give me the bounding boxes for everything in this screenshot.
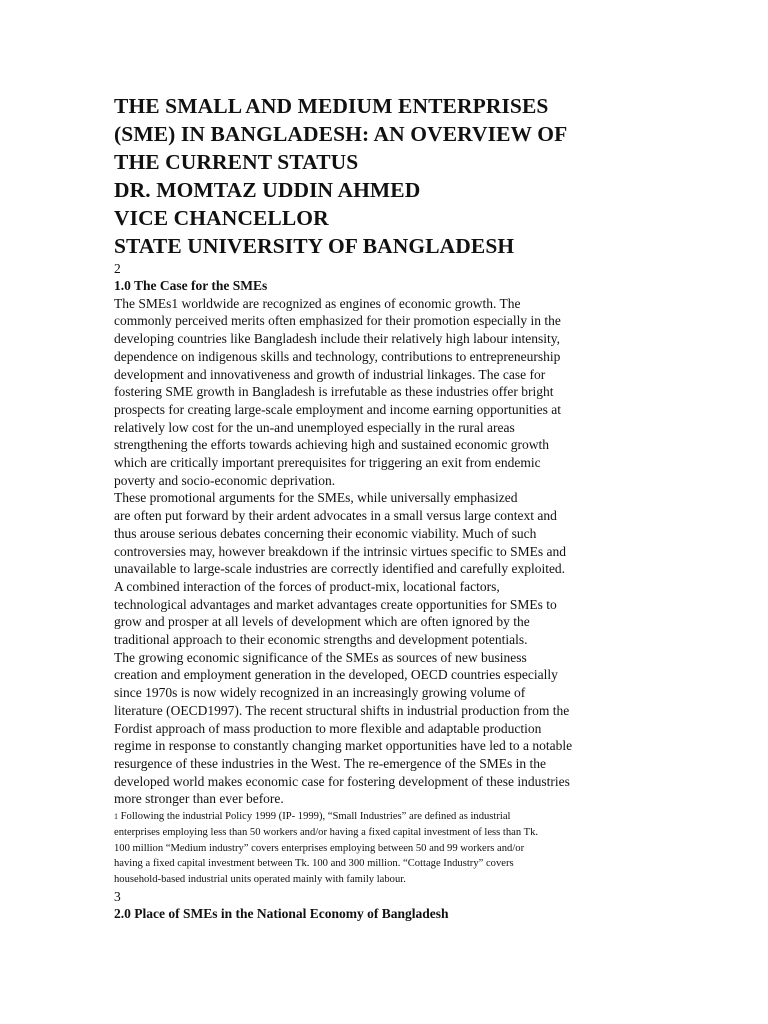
body-paragraph: These promotional arguments for the SMEs, while universally emphasized are often put forward by their ardent advocates in a small versus large context and thus arouse serious debates concerning their economic viability. Much of such controversies may, however breakdown if the intrinsic virtues specific to SMEs and unavailable to large-scale industries are correctly identified and carefully exploited. A combined interaction of the forces of product-mix, locational factors, technological advantages and market advantages create opportunities for SMEs to grow and prosper at all levels of development which are often ignored by the traditional approach to their economic strengths and development potentials. bbox=[114, 490, 567, 648]
author-institution: STATE UNIVERSITY OF BANGLADESH bbox=[114, 234, 515, 258]
title-line: THE SMALL AND MEDIUM ENTERPRISES bbox=[114, 94, 549, 118]
body-paragraph: The growing economic significance of the SMEs as sources of new business creation and employment generation in the developed, OECD countries especially since 1970s is now widely recognized in an increasingly growing volume of literature (OECD1997). The recent structural shifts in industrial production from the Fordist approach of mass production to more flexible and adaptable production regime in response to constantly changing market opportunities have led to a notable resurgence of these industries in the West. The re-emergence of the SMEs in the developed world makes economic case for fostering development of these industries more stronger than ever before. bbox=[114, 649, 573, 807]
document-page bbox=[114, 92, 628, 922]
footnote-text: Following the industrial Policy 1999 (IP- 1999), “Small Industries” are defined as industrial enterprises employing less than 50 workers and/or having a fixed capital investment of less than Tk. 100 million “Medium industry” covers enterprises employing between 50 and 99 workers and/or having a fixed capital investment between Tk. 100 and 300 million. “Cottage Industry” covers household-based industrial units operated mainly with family labour. bbox=[114, 811, 539, 885]
body-paragraph: The SMEs1 worldwide are recognized as engines of economic growth. The commonly perceived merits often emphasized for their promotion especially in the developing countries like Bangladesh include their relatively high labour intensity, dependence on indigenous skills and technology, contributions to entrepreneurship development and innovativeness and growth of industrial linkages. The case for fostering SME growth in Bangladesh is irrefutable as these industries offer bright prospects for creating large-scale employment and income earning opportunities at relatively low cost for the un-and unemployed especially in the rural areas strengthening the efforts towards achieving high and sustained economic growth which are critically important prerequisites for triggering an exit from endemic poverty and socio-economic deprivation. bbox=[114, 295, 561, 488]
page-number: 2 bbox=[114, 261, 121, 276]
footnote-marker: 1 bbox=[114, 812, 118, 822]
section-heading: 2.0 Place of SMEs in the National Economy of Bangladesh bbox=[114, 905, 449, 921]
title-line: THE CURRENT STATUS bbox=[114, 150, 359, 174]
page-number: 3 bbox=[114, 888, 121, 904]
title-line: (SME) IN BANGLADESH: AN OVERVIEW OF bbox=[114, 122, 568, 146]
section-heading: 1.0 The Case for the SMEs bbox=[114, 278, 268, 293]
document-title bbox=[114, 92, 628, 260]
author-name: DR. MOMTAZ UDDIN AHMED bbox=[114, 178, 421, 202]
footnote bbox=[114, 809, 628, 888]
author-position: VICE CHANCELLOR bbox=[114, 206, 329, 230]
